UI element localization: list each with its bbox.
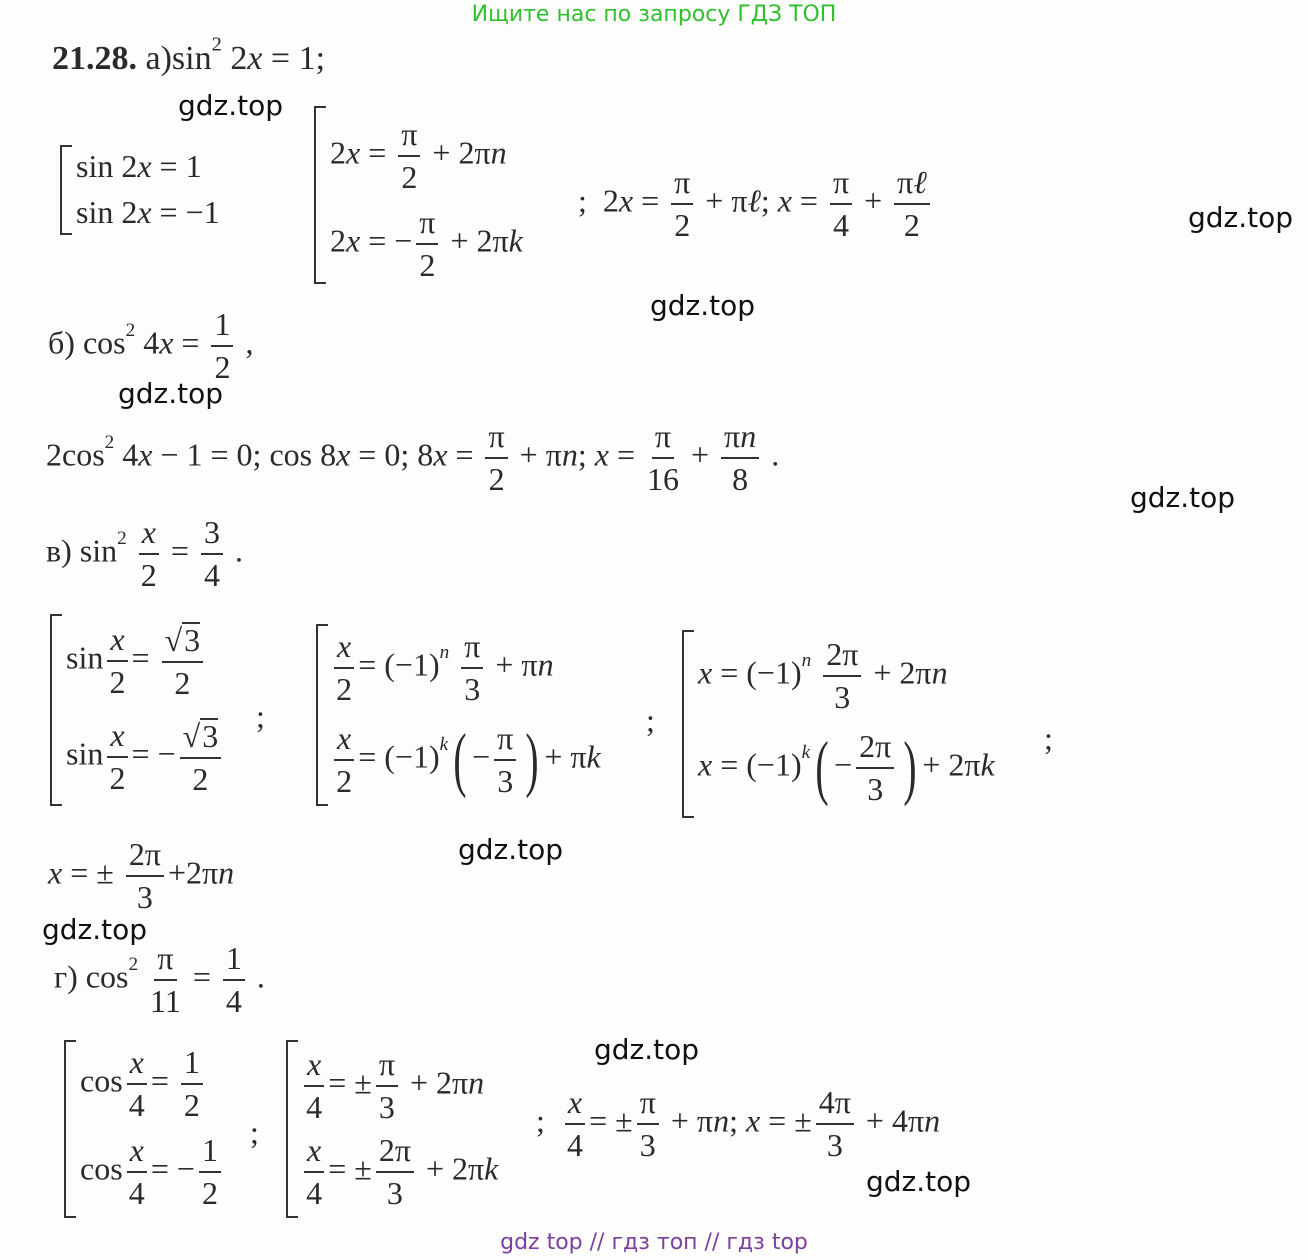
equation: x = ± $\frac{2\pi}{3}$ +2πn <box>48 836 235 915</box>
bracket <box>50 614 62 806</box>
watermark: gdz.top <box>594 1033 700 1066</box>
equation: sin $\frac{x}{2}$ = $\frac{√3}{2}$ <box>66 622 207 700</box>
part-g-label: г) <box>54 958 78 995</box>
equation: cos $\frac{x}{4}$ = − $\frac{1}{2}$ <box>80 1134 225 1210</box>
watermark: gdz.top <box>866 1165 972 1198</box>
equation: ; 2x = $\frac{\pi}{2}$ + πℓ; x = $\frac{\pi}{4}$ + $\frac{\text{πℓ}}{2}$ <box>578 166 934 242</box>
equation: 2x = $\frac{\pi}{2}$ + 2πn <box>330 116 507 195</box>
equation: ; <box>1044 720 1053 756</box>
part-v-label: в) <box>46 532 72 569</box>
bracket <box>314 106 326 284</box>
watermark: gdz.top <box>42 913 148 946</box>
bracket <box>60 145 72 235</box>
equation: $\frac{x}{4}$ = ± $\frac{\pi}{3}$ + 2πn <box>300 1048 484 1124</box>
watermark: gdz.top <box>1130 481 1236 514</box>
equation: ; <box>256 698 265 734</box>
watermark: gdz.top <box>458 833 564 866</box>
part-a-header: 21.28. $а)\sin^2$ 2x = 1; <box>52 33 326 77</box>
equation: $x = (-1)^n$ $\frac{2\pi}{3}$ + 2πn <box>698 636 948 715</box>
equation: $\frac{x}{2}$ = $(-1)^k$( − $\frac{\pi}{3}$ ) + πk <box>330 722 601 798</box>
equation: ; <box>646 702 655 738</box>
bracket <box>286 1040 298 1218</box>
part-a-label: а) <box>145 40 172 77</box>
bracket <box>316 624 328 806</box>
equation: cos $\frac{x}{4}$ = $\frac{1}{2}$ <box>80 1046 207 1122</box>
part-g-header: г) $\cos^2$ $\frac{\pi}{11}$ = $\frac{1}{4}$ . <box>54 940 265 1019</box>
equation: ; <box>250 1114 259 1150</box>
equation: sin 2x = 1 <box>76 148 202 184</box>
search-note: Ищите нас по запросу ГДЗ ТОП <box>471 2 837 27</box>
watermark: gdz.top <box>118 377 224 410</box>
part-b-header: б) $\cos^2 4x$ = $\frac{1}{2}$ , <box>48 306 254 385</box>
equation: sin 2x = −1 <box>76 194 220 230</box>
bracket <box>682 630 694 818</box>
part-b-label: б) <box>48 324 75 361</box>
watermark: gdz.top <box>650 289 756 322</box>
footer-links[interactable]: gdz top // гдз топ // гдз top <box>500 1230 808 1255</box>
watermark: gdz.top <box>1188 201 1294 234</box>
bracket <box>64 1040 76 1218</box>
problem-number: 21.28. <box>52 40 137 77</box>
equation: 2x = − $\frac{\pi}{2}$ + 2πk <box>330 204 523 283</box>
equation: $\frac{x}{2}$ = $(-1)^n$ $\frac{\pi}{3}$ + πn <box>330 630 554 706</box>
watermark: gdz.top <box>178 89 284 122</box>
equation: ; $\frac{x}{4}$ = ± $\frac{\pi}{3}$ + πn; x = ± $\frac{4\pi}{3}$ + 4πn <box>536 1084 941 1163</box>
equation: $x = (-1)^k$( − $\frac{2\pi}{3}$ ) + 2πk <box>698 727 995 808</box>
equation: sin $\frac{x}{2}$ = − $\frac{√3}{2}$ <box>66 718 225 796</box>
part-v-header: в) $\sin^2$ $\frac{x}{2}$ = $\frac{3}{4}$ . <box>46 514 243 593</box>
equation: $\frac{x}{4}$ = ± $\frac{2\pi}{3}$ + 2πk <box>300 1134 498 1210</box>
equation: $2\cos^2$ 4x − 1 = 0; cos 8x = 0; 8x = $\frac{\pi}{2}$ + πn; x = $\frac{\pi}{16}$ + $\frac{\pi n}{8}$ . <box>46 418 780 497</box>
